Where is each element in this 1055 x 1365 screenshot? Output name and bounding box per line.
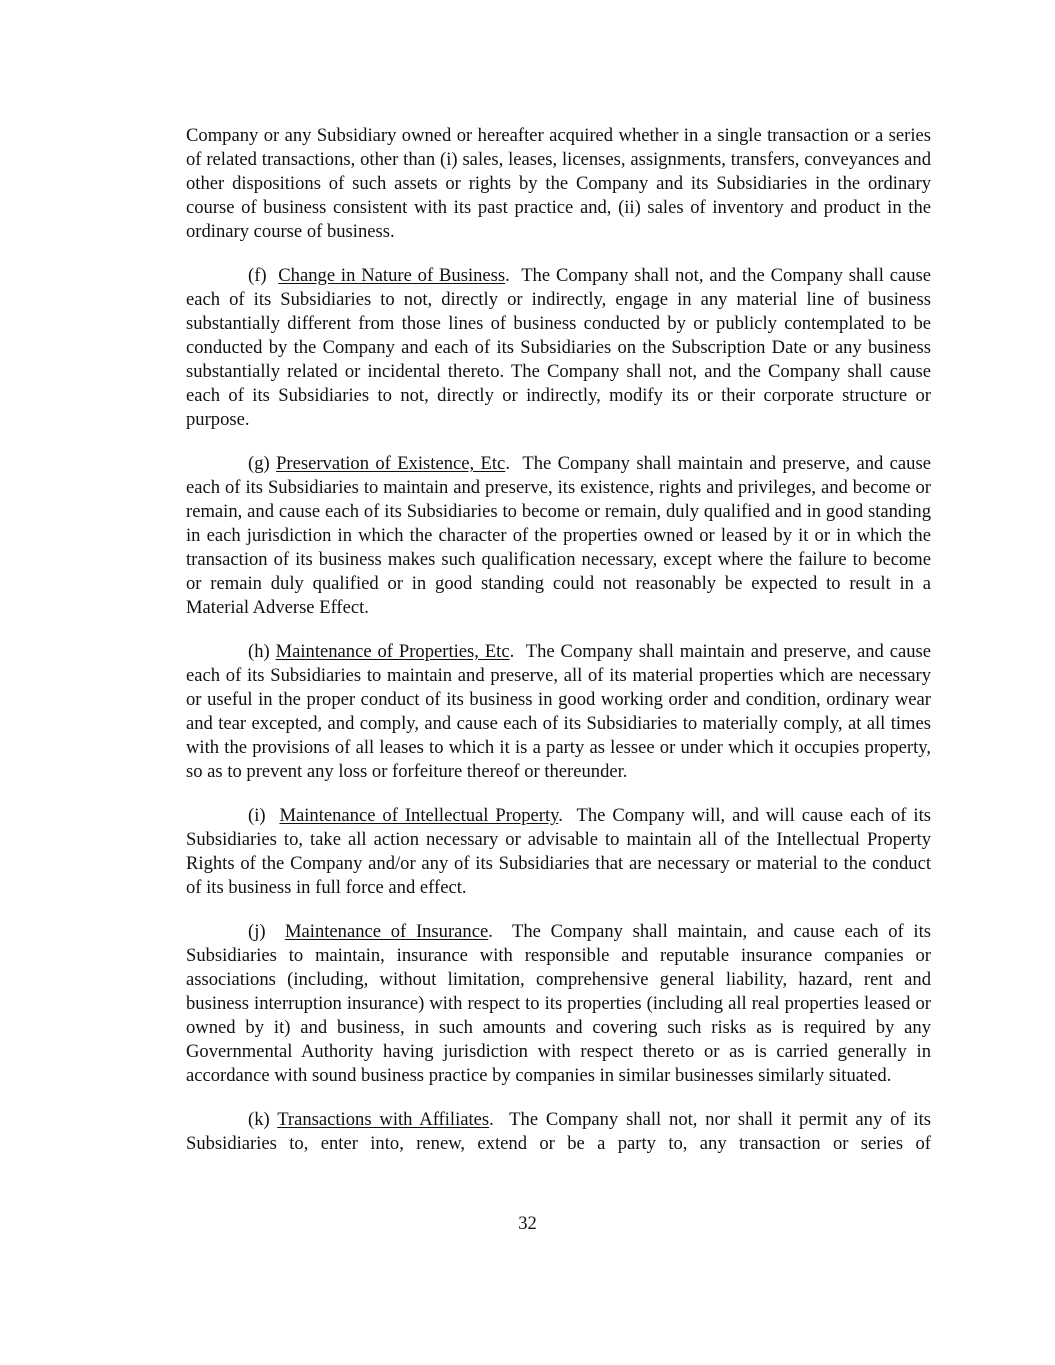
section-j-maintenance-of-insurance [186,920,931,1088]
section-heading: Maintenance of Properties, Etc [275,641,510,662]
section-label: (k) [248,1109,270,1130]
heading-punctuation: . [488,921,493,942]
section-label: (h) [248,641,270,662]
section-label: (j) [248,921,266,942]
section-heading: Preservation of Existence, Etc [276,453,506,474]
document-page [186,124,931,1176]
heading-punctuation: . [509,641,515,662]
paragraph-text: The Company shall maintain, and cause each of its Subsidiaries to maintain, insurance with responsible and reputable insurance companies or associations (including, without limitation, comprehensive general liability, hazard, rent and business interruption insurance) with respect to its properties (including all real properties leased or owned by it) and business, in such amounts and covering such risks as is required by any Governmental Authority having jurisdiction with respect thereto or as is carried generally in accordance with sound business practice by companies in similar businesses similarly situated. [186,921,932,1086]
page-number: 32 [518,1213,537,1234]
section-h-maintenance-of-properties [186,640,931,784]
paragraph-text: The Company will, and will cause each of its Subsidiaries to, take all action necessary or advisable to maintain all of the Intellectual Property Rights of the Company and/or any of its Subsidiaries that are necessary or material to the conduct of its business in full force and effect. [186,805,931,898]
section-g-preservation-of-existence [186,452,931,620]
section-label: (i) [248,805,266,826]
paragraph-text: The Company shall not, and the Company shall cause each of its Subsidiaries to not, directly or indirectly, engage in any material line of business substantially different from those lines of business conducted by or publicly contemplated to be conducted by the Company and each of its Subsidiaries on the Subscription Date or any business substantially related or incidental thereto. The Company shall not, and the Company shall cause each of its Subsidiaries to not, directly or indirectly, modify its or their corporate structure or purpose. [186,265,932,430]
section-k-transactions-with-affiliates [186,1108,931,1156]
section-i-maintenance-of-intellectual-property [186,804,931,900]
section-label: (g) [248,453,270,474]
paragraph-text: The Company shall maintain and preserve, and cause each of its Subsidiaries to maintain and preserve, its existence, rights and privileges, and become or remain, and cause each of its Subsidiaries to become or remain, duly qualified and in good standing in each jurisdiction in which the character of the properties owned or leased by it or in which the transaction of its business makes such qualification necessary, except where the failure to become or remain duly qualified or in good standing could not reasonably be expected to result in a Material Adverse Effect. [186,453,931,618]
section-heading: Maintenance of Intellectual Property [279,805,559,826]
heading-punctuation: . [558,805,563,826]
section-f-change-in-nature-of-business [186,264,931,432]
section-heading: Transactions with Affiliates [277,1109,490,1130]
paragraph-text: The Company shall maintain and preserve, and cause each of its Subsidiaries to maintain and preserve, all of its material properties which are necessary or useful in the proper conduct of its business in good working order and condition, ordinary wear and tear excepted, and comply, and cause each of its Subsidiaries to materially comply, at all times with the provisions of all leases to which it is a party as lessee or under which it occupies property, so as to prevent any loss or forfeiture thereof or thereunder. [186,641,931,782]
section-label: (f) [248,265,267,286]
heading-punctuation: . [505,265,510,286]
section-heading: Change in Nature of Business [278,265,506,286]
paragraph-continuation [186,124,931,244]
heading-punctuation: . [505,453,510,474]
paragraph-text: Company or any Subsidiary owned or hereafter acquired whether in a single transaction or a series of related transactions, other than (i) sales, leases, licenses, assignments, transfers, conveyances and other dispositions of such assets or rights by the Company and its Subsidiaries in the ordinary course of business consistent with its past practice and, (ii) sales of inventory and product in the ordinary course of business. [186,125,931,242]
heading-punctuation: . [489,1109,494,1130]
paragraph-text: The Company shall not, nor shall it permit any of its Subsidiaries to, enter into, renew, extend or be a party to, any transaction or series of [186,1109,932,1154]
section-heading: Maintenance of Insurance [285,921,489,942]
